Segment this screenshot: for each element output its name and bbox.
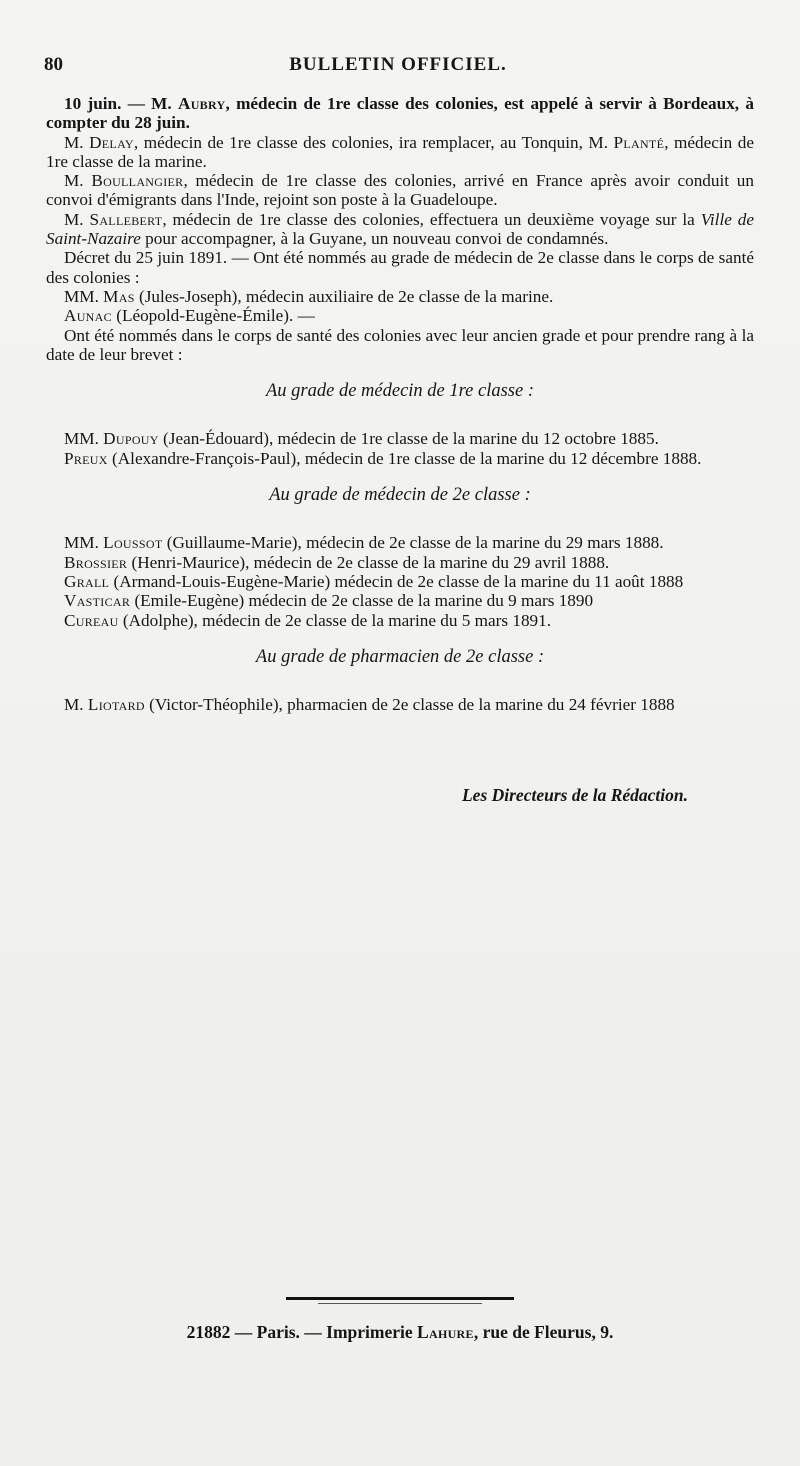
person-name: Vasticar	[64, 591, 131, 611]
document-body	[46, 94, 754, 806]
entry-aubry: 10 juin. — M. Aubry, médecin de 1re classe des colonies, est appelé à servir à Bordeaux, à compter du 28 juin.	[46, 94, 754, 133]
person-name: Boullangier	[91, 171, 184, 191]
entry-cureau: Cureau (Adolphe), médecin de 2e classe de la marine du 5 mars 1891.	[64, 610, 552, 630]
heading-first-class: Au grade de médecin de 1re classe :	[266, 381, 534, 402]
ship-name: Ville de Saint-Nazaire	[46, 209, 754, 249]
page-header	[44, 54, 752, 82]
running-title: BULLETIN OFFICIEL.	[289, 54, 507, 75]
footer-rule-thin	[318, 1303, 482, 1304]
heading-pharmacist: Au grade de pharmacien de 2e classe :	[255, 646, 545, 667]
entry-grall: Grall (Armand-Louis-Eugène-Marie) médecin de 2e classe de la marine du 11 août 1888	[64, 571, 684, 591]
signature: Les Directeurs de la Rédaction.	[461, 785, 688, 806]
decree-paragraph: Décret du 25 juin 1891. — Ont été nommés au grade de médecin de 2e classe dans le corps de santé des colonies :	[46, 248, 754, 287]
entry-brossier: Brossier (Henri-Maurice), médecin de 2e classe de la marine du 29 avril 1888.	[64, 552, 610, 572]
person-name: Loussot	[103, 533, 163, 553]
person-name: Aunac	[64, 306, 112, 326]
entry-sallebert: M. Sallebert, médecin de 1re classe des colonies, effectuera un deuxième voyage sur la Ville de Saint-Nazaire pour accompagner, à la Guyane, un nouveau convoi de condamnés.	[46, 209, 754, 249]
person-name: Delay	[89, 132, 134, 152]
person-name: Brossier	[64, 552, 128, 572]
entry-preux: Preux (Alexandre-François-Paul), médecin de 1re classe de la marine du 12 décembre 1888.	[64, 448, 702, 468]
entry-vasticar: Vasticar (Emile-Eugène) médecin de 2e classe de la marine du 9 mars 1890	[64, 591, 594, 611]
entry-liotard: M. Liotard (Victor-Théophile), pharmacien de 2e classe de la marine du 24 février 1888	[64, 695, 675, 715]
entry-mas: MM. Mas (Jules-Joseph), médecin auxiliaire de 2e classe de la marine.	[64, 286, 554, 306]
entry-loussot: MM. Loussot (Guillaume-Marie), médecin de 2e classe de la marine du 29 mars 1888.	[64, 533, 664, 553]
person-name: Planté	[613, 132, 665, 152]
person-name: Liotard	[87, 695, 145, 715]
person-name: Sallebert	[89, 209, 163, 229]
person-name: Cureau	[64, 610, 119, 630]
page-number: 80	[44, 54, 63, 75]
printer-name: Lahure	[417, 1322, 474, 1342]
person-name: Dupouy	[103, 429, 159, 449]
rank-note: Ont été nommés dans le corps de santé des colonies avec leur ancien grade et pour prendre rang à la date de leur brevet :	[46, 325, 754, 364]
person-name: Grall	[64, 571, 110, 591]
entry-delay: M. Delay, médecin de 1re classe des colonies, ira remplacer, au Tonquin, M. Planté, médecin de 1re classe de la marine.	[46, 132, 754, 171]
entry-dupouy: MM. Dupouy (Jean-Édouard), médecin de 1re classe de la marine du 12 octobre 1885.	[64, 429, 659, 449]
heading-second-class: Au grade de médecin de 2e classe :	[269, 485, 531, 506]
entry-boullangier: M. Boullangier, médecin de 1re classe des colonies, arrivé en France après avoir conduit un convoi d'émigrants dans l'Inde, rejoint son poste à la Guadeloupe.	[46, 171, 754, 210]
footer-rule	[286, 1297, 514, 1300]
person-name: Aubry	[178, 94, 226, 113]
printer-imprint: 21882 — Paris. — Imprimerie Lahure, rue de Fleurus, 9.	[186, 1322, 614, 1342]
entry-aunac: Aunac (Léopold-Eugène-Émile). —	[64, 306, 315, 326]
person-name: Preux	[64, 448, 108, 468]
person-name: Mas	[103, 286, 135, 306]
